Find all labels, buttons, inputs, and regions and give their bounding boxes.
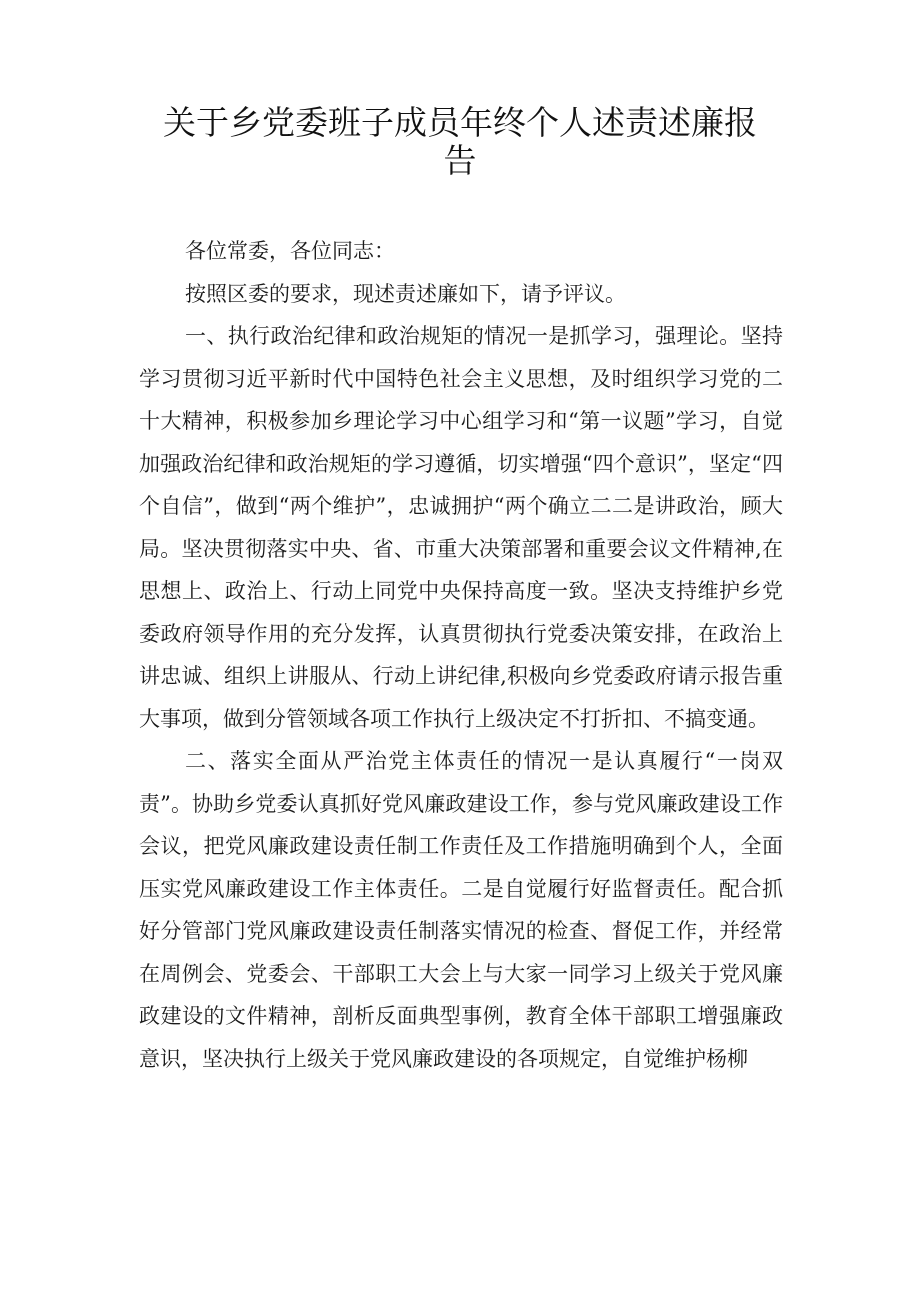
intro-paragraph: 按照区委的要求，现述责述廉如下，请予评议。 xyxy=(185,281,626,306)
salutation-paragraph: 各位常委，各位同志： xyxy=(185,239,395,263)
section-two-paragraph: 二、落实全面从严治党主体责任的情况一是认真履行“一岗双责”。协助乡党委认真抓好党风廉政建设工作，参与党风廉政建设工作会议，把党风廉政建设责任制工作责任及工作措施明确到个人，全面压实党风廉政建设工作主体责任。二是自觉履行好监督责任。配合抓好分管部门党风廉政建设责任制落实情况的检查、督促工作，并经常在周例会、党委会、干部职工大会上与大家一同学习上级关于党风廉政建设的文件精神，剖析反面典型事例，教育全体干部职工增强廉政意识，坚决执行上级关于党风廉政建设的各项规定，自觉维护杨柳 xyxy=(139,749,783,1071)
document-body xyxy=(139,230,783,1080)
section-one-paragraph: 一、执行政治纪律和政治规矩的情况一是抓学习，强理论。坚持学习贯彻习近平新时代中国特色社会主义思想，及时组织学习党的二十大精神，积极参加乡理论学习中心组学习和“第一议题”学习，自觉加强政治纪律和政治规矩的学习遵循，切实增强“四个意识”，坚定“四个自信”，做到“两个维护”，忠诚拥护“两个确立二二是讲政治，顾大局。坚决贯彻落实中央、省、市重大决策部署和重要会议文件精神,在思想上、政治上、行动上同党中央保持高度一致。坚决支持维护乡党委政府领导作用的充分发挥，认真贯彻执行党委决策安排，在政治上讲忠诚、组织上讲服从、行动上讲纪律,积极向乡党委政府请示报告重大事项，做到分管领域各项工作执行上级决定不打折扣、不搞变通。 xyxy=(139,324,783,731)
document-title: 关于乡党委班子成员年终个人述责述廉报告 xyxy=(163,103,757,180)
